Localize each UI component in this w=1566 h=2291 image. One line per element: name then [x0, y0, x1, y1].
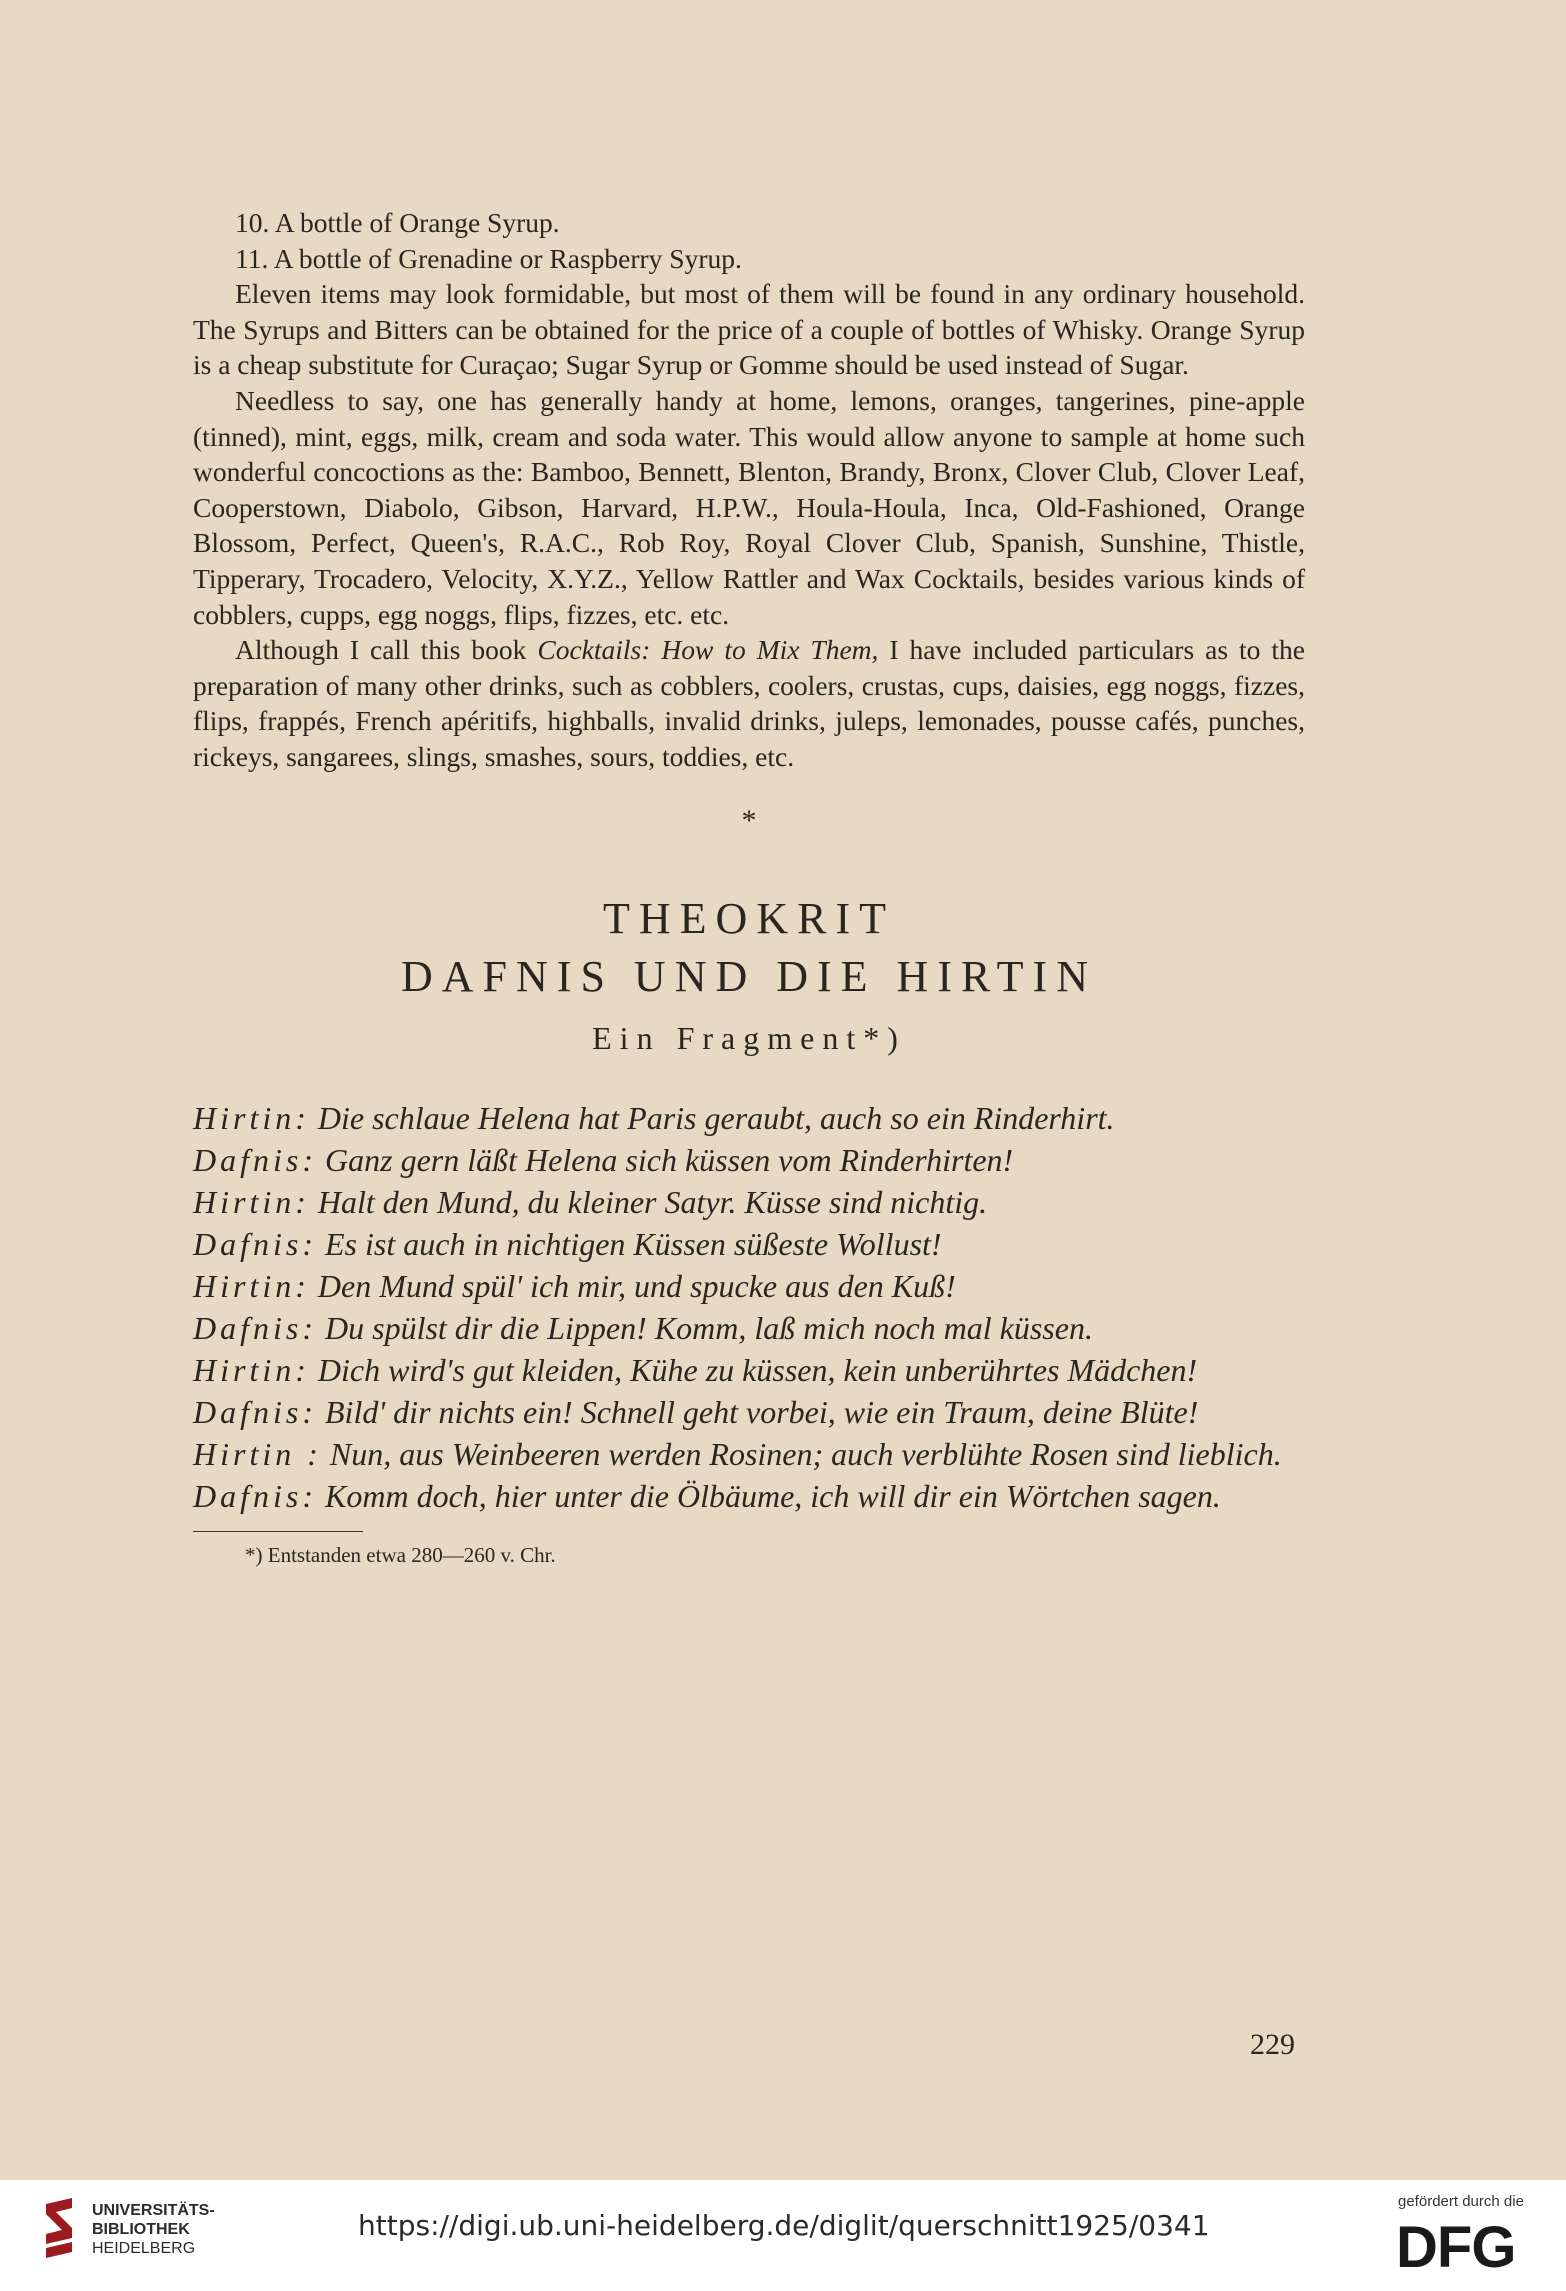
speaker: Hirtin: — [193, 1183, 310, 1220]
verse-line — [193, 1391, 1305, 1433]
verse-line — [193, 1307, 1305, 1349]
permalink-url[interactable]: https://digi.ub.uni-heidelberg.de/diglit/querschnitt1925/0341 — [358, 2209, 1210, 2242]
verse-text: Halt den Mund, du kleiner Satyr. Küsse sind nichtig. — [309, 1183, 988, 1220]
book-title: Cocktails: How to Mix Them, — [537, 634, 879, 666]
verse-text: Du spülst dir die Lippen! Komm, laß mich noch mal küssen. — [317, 1309, 1093, 1346]
verse-text: Bild' dir nichts ein! Schnell geht vorbei, wie ein Traum, deine Blüte! — [317, 1393, 1199, 1430]
verse-line — [193, 1265, 1305, 1307]
list-item: 10. A bottle of Orange Syrup. — [235, 207, 560, 238]
verse-text: Den Mund spül' ich mir, und spucke aus den Kuß! — [309, 1267, 956, 1304]
paragraph — [193, 632, 1305, 774]
paragraph: Eleven items may look formidable, but most of them will be found in any ordinary household. The Syrups and Bitters can be obtained for the price of a couple of bottles of Whisky. Orange Syrup is a cheap substitute for Curaçao; Sugar Syrup or Gomme should be used instead of Sugar. — [193, 278, 1305, 381]
library-name-line: HEIDELBERG — [92, 2240, 196, 2257]
verse-line — [193, 1223, 1305, 1265]
verse-line — [193, 1433, 1305, 1475]
footnote-rule — [193, 1531, 363, 1532]
speaker: Hirtin: — [193, 1099, 310, 1136]
speaker: Hirtin: — [193, 1267, 310, 1304]
text-column — [193, 205, 1305, 1568]
verse-text: Dich wird's gut kleiden, Kühe zu küssen, kein unberührtes Mädchen! — [309, 1351, 1198, 1388]
speaker: Dafnis: — [193, 1309, 317, 1346]
verse-line — [193, 1139, 1305, 1181]
verse-line — [193, 1349, 1305, 1391]
verse-text: Ganz gern läßt Helena sich küssen vom Rinderhirten! — [317, 1141, 1014, 1178]
library-name-line: BIBLIOTHEK — [92, 2221, 190, 2238]
paragraph-text: I have included particulars as to the preparation of many other drinks, such as cobblers, coolers, crustas, cups, daisies, egg noggs, fizzes, flips, frappés, French apéritifs, highballs, invalid drinks, juleps, lemonades, pousse cafés, punches, rickeys, sangarees, slings, smashes, sours, toddies, etc. — [193, 634, 1305, 772]
library-name — [92, 2201, 215, 2258]
speaker: Dafnis: — [193, 1141, 317, 1178]
paragraph-text: Although I call this book — [235, 634, 538, 666]
library-name-line: UNIVERSITÄTS- — [92, 2202, 215, 2219]
verse-line — [193, 1181, 1305, 1223]
verse-text: Die schlaue Helena hat Paris geraubt, auch so ein Rinderhirt. — [309, 1099, 1115, 1136]
verse-line — [193, 1475, 1305, 1517]
verse-text: Nun, aus Weinbeeren werden Rosinen; auch verblühte Rosen sind lieblich. — [321, 1435, 1282, 1472]
heading-author: THEOKRIT — [603, 893, 895, 943]
verse-text: Es ist auch in nichtigen Küssen süßeste Wollust! — [317, 1225, 942, 1262]
heading-subtitle: Ein Fragment*) — [592, 1019, 906, 1056]
verse-line — [193, 1097, 1305, 1139]
section-divider-asterisk: * — [741, 803, 757, 837]
heading-title: DAFNIS UND DIE HIRTIN — [401, 951, 1097, 1001]
speaker: Dafnis: — [193, 1225, 317, 1262]
footnote: *) Entstanden etwa 280—260 v. Chr. — [245, 1542, 556, 1567]
page-number: 229 — [1250, 2028, 1295, 2061]
library-logo-icon — [42, 2194, 84, 2266]
funded-by-label: gefördert durch die — [1398, 2193, 1524, 2210]
speaker: Dafnis: — [193, 1477, 317, 1514]
speaker: Dafnis: — [193, 1393, 317, 1430]
speaker: Hirtin: — [193, 1351, 310, 1388]
paragraph: Needless to say, one has generally handy at home, lemons, oranges, tangerines, pine-apple (tinned), mint, eggs, milk, cream and soda water. This would allow anyone to sample at home such wonderful concoctions as the: Bamboo, Bennett, Blenton, Brandy, Bronx, Clover Club, Clover Leaf, Cooperstown, Diabolo, Gibson, Harvard, H.P.W., Houla-Houla, Inca, Old-Fashioned, Orange Blossom, Perfect, Queen's, R.A.C., Rob Roy, Royal Clover Club, Spanish, Sunshine, Thistle, Tipperary, Trocadero, Velocity, X.Y.Z., Yellow Rattler and Wax Cocktails, besides various kinds of cobblers, cupps, egg noggs, flips, fizzes, etc. etc. — [193, 384, 1305, 630]
verse-text: Komm doch, hier unter die Ölbäume, ich will dir ein Wörtchen sagen. — [317, 1477, 1221, 1514]
speaker: Hirtin : — [193, 1435, 322, 1472]
list-item: 11. A bottle of Grenadine or Raspberry Syrup. — [235, 242, 742, 274]
dfg-logo: DFG — [1396, 2215, 1516, 2280]
